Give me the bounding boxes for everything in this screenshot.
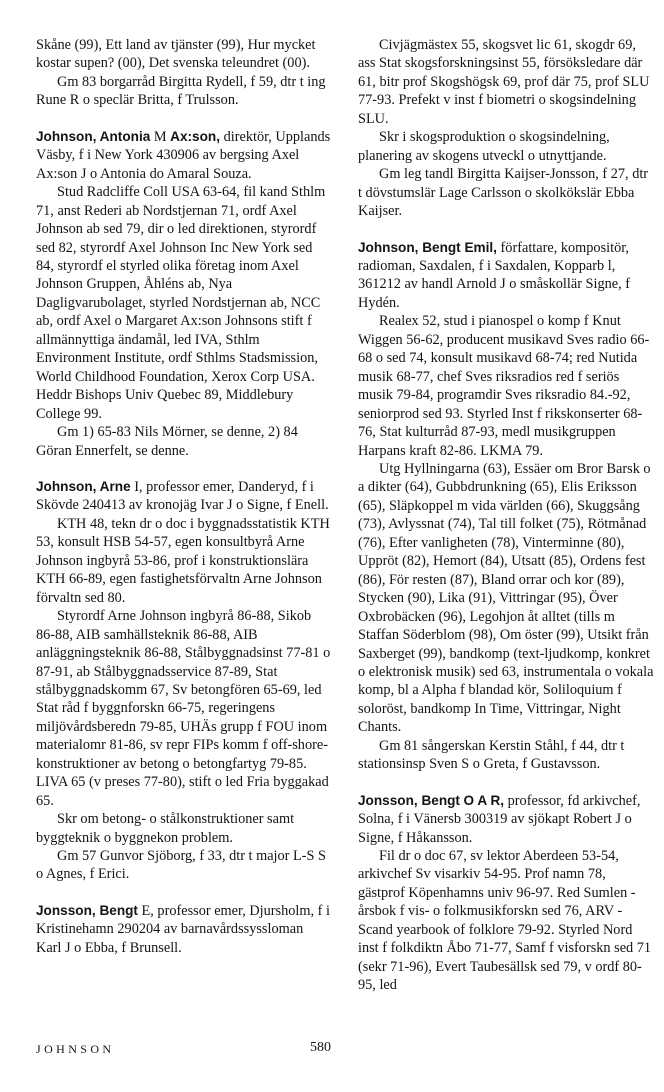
entry-description: författare, kompositör, radioman, Saxdalen, f i Saxdalen, Kopparb l, 361212 av handl Arnold J o småskollär Signe, f Hydén. <box>358 239 631 311</box>
entry-paragraph: Realex 52, stud i pianospel o komp f Knut Wiggen 56-62, producent musikavd Sves radio 66-68 o sed 74, konsult musikavd 68-74; red Nutida musik 68-77, chef Sves riksradios red f seriös musik 79-84, programdir Sves riksradio 84.-92, seniorprod sed 93. Styrled Inst f rikskonserter 68-76, Stat kulturråd 87-93, medl musikgruppen Harpans kraft 82-86. LKMA 79. <box>358 313 650 459</box>
entry-johnson-bengt-emil <box>358 239 654 774</box>
entry-name: Jonsson, Bengt <box>36 902 138 918</box>
entry-paragraph: Utg Hyllningarna (63), Essäer om Bror Barsk o a dikter (64), Gubbdrunkning (65), Elis Eriksson (65), Släpkoppel m vida världen (66), Skuggsång (73), Avlyssnat (74), Tal till folket (75), Rötmånad (76), Efter vanligheten (78), Vinterminne (80), Uppröt (82), Hemort (84), Utsatt (85), Ordens fest (86), För resten (87), Bland orrar och kor (89), Stycken (90), Lika (91), Vittringar (95), Över Oxbrobäcken (96), Legohjon åt alltet (tills m Staffan Söderblom (98), Om öster (99), Utsikt från Saxberget (99), bandkomp (text-ljudkomp, konkret o elektronisk musik) sed 63, instrumentala o vokala komp, bl a Alpha f blandad kör, Soliloquium f soloröst, bandkomp In Time, Vittringar, Night Chants. <box>358 460 654 736</box>
entry-name: Jonsson, Bengt <box>358 792 460 808</box>
entry-name: Johnson, Arne <box>36 478 131 494</box>
marriage-note: Gm leg tandl Birgitta Kaijser-Jonsson, f 27, dtr t dövstumslär Lage Carlsson o skolkökslär Ebba Kaijser. <box>358 166 649 220</box>
entry-name: Johnson, Antonia <box>36 128 151 144</box>
running-head: JOHNSON <box>36 1042 115 1056</box>
entry-header <box>36 478 332 515</box>
continued-text: Skåne (99), Ett land av tjänster (99), Hur mycket kostar supen? (00), Det svenska teleundret (00). <box>36 37 316 72</box>
entry-jonsson-bengt-oar <box>358 792 654 995</box>
entry-johnson-arne <box>36 478 332 884</box>
entry-initials: O A R, <box>463 792 505 808</box>
entry-paragraph: Stud Radcliffe Coll USA 63-64, fil kand Sthlm 71, anst Rederi ab Nordstjernan 71, ordf Axel Johnson ab sed 79, dir o led direktionen, styrordf sed 82, styrordf Axel Johnson Inc New York sed 84, styrordf el styrled olika företag inom Axel Johnson Gruppen, Åhléns ab, Nya Dagligvarubolaget, styrled Nordstjernan ab, NCC ab, ordf Axel o Margaret Ax:son Johnsons stift f allmännyttiga ändamål, led IVA, Sthlm Environment Institute, ordf Sthlms Stadsmission, World Childhood Foundation, Xerox Corp USA. Heddr Bishops Univ Quebec 89, Middlebury College 99. <box>36 184 326 422</box>
entry-description: E, professor emer, Djursholm, f i Kristinehamn 290204 av barnavårdssyssloman Karl J o Ebba, f Brunsell. <box>36 902 330 956</box>
entry-header <box>36 128 332 183</box>
entry-jonsson-bengt-e <box>36 902 332 957</box>
entry-paragraph: Styrordf Arne Johnson ingbyrå 86-88, Sikob 86-88, AIB samhällsteknik 86-88, AIB anläggningsteknik 86-88, Stålbyggnadsinst 77-81 o 87-91, ab Stålbyggnadsservice 87-89, Stat stålbyggnadskomm 67, Sv betongfören 65-69, led Stat råd f byggnforskn 66-75, regeringens miljövårdsberedn 79-85, UHÄs grupp f FOU inom materialomr 81-86, sv repr FIPs komm f off-shore-konstruktioner av betong o betongfartyg 79-85. LIVA 65 (v preses 77-80), stift o led Fria byggakad 65. <box>36 608 331 809</box>
entry-header <box>358 792 654 847</box>
entry-paragraph: Gm 81 sångerskan Kerstin Ståhl, f 44, dtr t stationsinsp Sven S o Greta, f Gustavsson. <box>358 737 625 773</box>
continued-text: Skr i skogsproduktion o skogsindelning, planering av skogens utveckl o utnyttjande. <box>358 129 610 164</box>
entry-paragraph: Skr om betong- o stålkonstruktioner samt byggteknik o byggnekon problem. <box>36 811 295 846</box>
entry-description: professor, fd arkivchef, Solna, f i Vänersb 300319 av sjökapt Robert J o Signe, f Håkansson. <box>358 792 641 846</box>
entry-header <box>358 239 654 313</box>
entry-paragraph: KTH 48, tekn dr o doc i byggnadsstatistik KTH 53, konsult HSB 54-57, egen konsultbyrå Arne Johnson ingbyrå 53-86, prof i konstruktionslära KTH 66-89, egen fastighetsförvaltn Arne Johnson förvaltn sed 80. <box>36 515 330 606</box>
page-footer <box>0 1042 664 1062</box>
entry-johnson-antonia <box>36 128 332 460</box>
left-column <box>36 36 332 957</box>
right-column <box>358 36 654 995</box>
entry-paragraph: Gm 57 Gunvor Sjöborg, f 33, dtr t major L-S S o Agnes, f Erici. <box>36 848 326 883</box>
entry-name: Johnson, Bengt Emil, <box>358 239 497 255</box>
entry-header <box>36 902 332 957</box>
entry-paragraph: Gm 1) 65-83 Nils Mörner, se denne, 2) 84 Göran Ennerfelt, se denne. <box>36 424 298 459</box>
entry-paragraph: Fil dr o doc 67, sv lektor Aberdeen 53-54, arkivchef Sv visarkiv 54-95. Prof namn 78, gästprof Köpenhamns univ 96-97. Red Sumlen - årsbok f vis- o folkmusikforskn sed 76, ARV - Scand yearbook of folklore 79-92. Styrled Nord inst f folkdiktn Åbo 71-77, Samf f visforskn sed 71 (sekr 71-96), Evert Taubesällsk sed 79, v ordf 80-95, led <box>358 848 652 994</box>
page-number: 580 <box>310 1040 331 1055</box>
entry-middle-name: Ax:son, <box>170 128 221 144</box>
entry-description: direktör, Upplands Väsby, f i New York 430906 av bergsing Axel Ax:son J o Antonia do Amaral Souza. <box>36 128 331 182</box>
continued-text: Civjägmästex 55, skogsvet lic 61, skogdr 69, ass Stat skogsforskningsinst 55, försöksledare där 61, bitr prof Skogshögsk 69, prof där 75, prof SLU 77-93. Prefekt v inst f biometri o skogsindelning SLU. <box>358 37 650 127</box>
entry-initial: M <box>153 128 167 145</box>
entry-description: I, professor emer, Danderyd, f i Skövde 240413 av kronojäg Ivar J o Signe, f Enell. <box>36 478 329 514</box>
marriage-note: Gm 83 borgarråd Birgitta Rydell, f 59, dtr t ing Rune R o speclär Britta, f Trulsson. <box>36 73 326 109</box>
